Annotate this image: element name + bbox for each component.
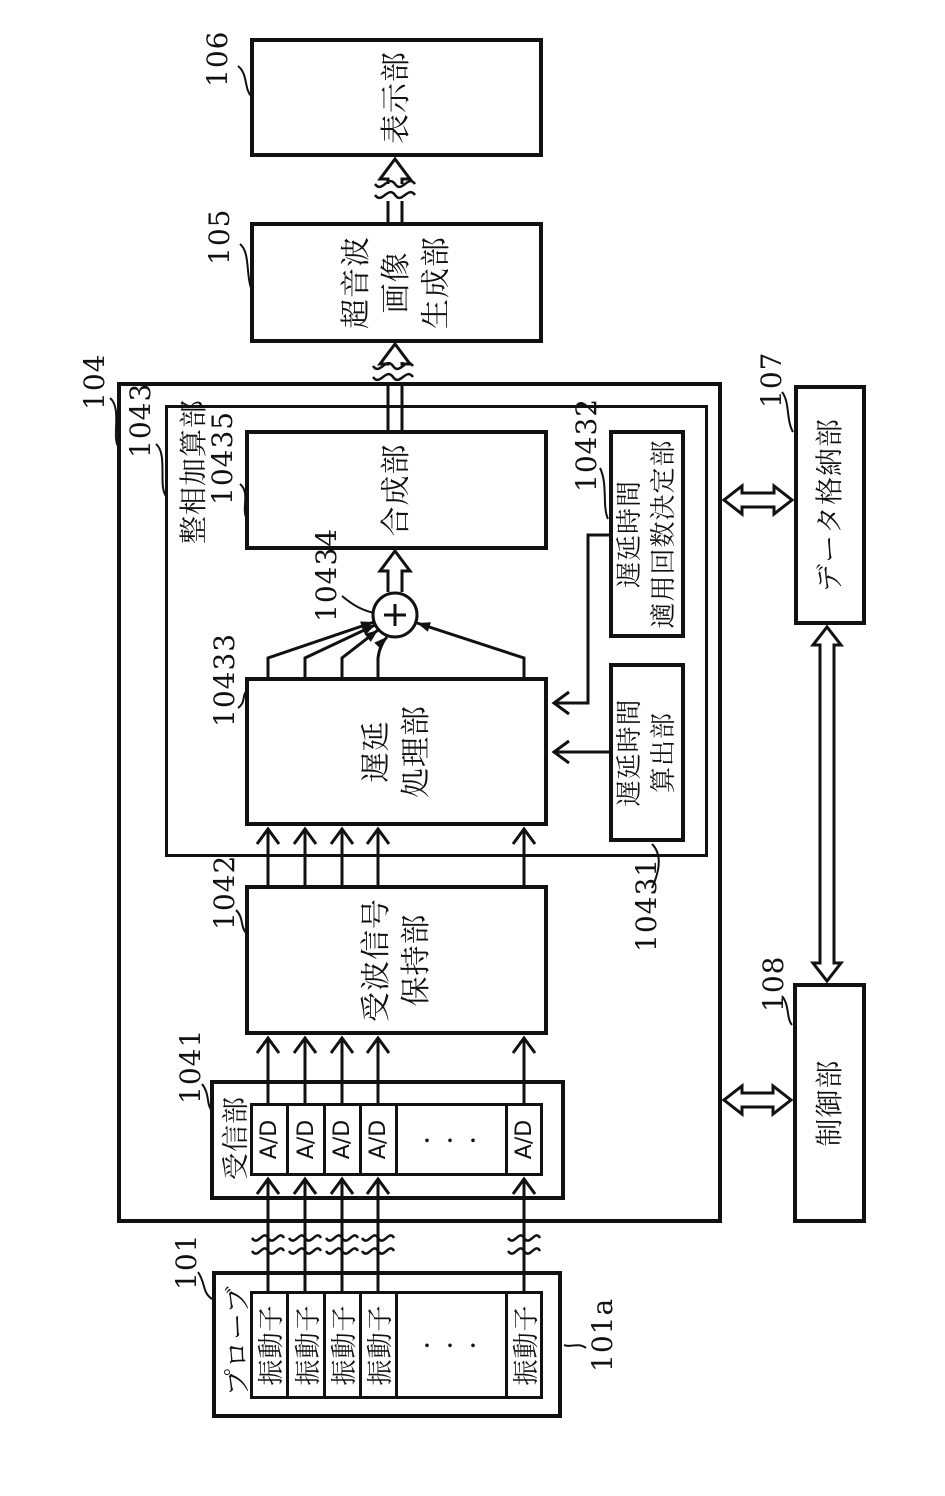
signal-hold-box-1042 <box>245 885 548 1035</box>
transducer-cell <box>289 1294 326 1396</box>
ad-label: A/D <box>330 1119 355 1160</box>
signal-hold-line1: 受波信号 <box>358 898 394 1022</box>
display-label: 表示部 <box>378 51 414 144</box>
transducer-label: 振動子 <box>366 1304 396 1386</box>
ref-105: 105 <box>203 208 236 265</box>
main-to-storage-arrow <box>724 486 792 514</box>
ad-label: A/D <box>293 1119 319 1160</box>
ad-label: A/D <box>366 1119 391 1160</box>
display-box-106 <box>250 38 543 157</box>
image-gen-box-105 <box>250 222 543 343</box>
imagegen-to-display-arrow <box>375 159 415 222</box>
synthesis-label: 合成部 <box>378 443 414 537</box>
probe-title: プローブ <box>223 1285 254 1396</box>
storage-label: データ格納部 <box>813 418 846 593</box>
image-gen-line3: 生成部 <box>418 236 454 329</box>
ref-10433: 10433 <box>208 632 241 727</box>
ref-107: 107 <box>755 351 788 408</box>
ref-10434: 10434 <box>310 527 343 622</box>
ref-1043: 1043 <box>124 382 157 458</box>
ref-101a: 101a <box>586 1297 619 1372</box>
transducer-label: 振動子 <box>293 1304 324 1386</box>
storage-box-107 <box>794 385 866 625</box>
transducer-cell <box>253 1294 289 1396</box>
ad-cell <box>289 1106 326 1173</box>
image-gen-line1: 超音波 <box>338 236 374 329</box>
control-label: 制御部 <box>812 1059 846 1147</box>
ad-cell <box>508 1106 540 1173</box>
transducer-label: 振動子 <box>330 1304 360 1386</box>
main-to-control-arrow <box>724 1086 791 1114</box>
transducer-cell <box>508 1294 540 1396</box>
ellipsis: ・・・ <box>417 1334 486 1359</box>
delay-proc-line1: 遅延 <box>358 720 394 783</box>
ad-cell <box>253 1106 289 1173</box>
ad-label: A/D <box>511 1119 537 1160</box>
phasing-title: 整相加算部 <box>177 398 210 544</box>
delay-count-box-10432 <box>609 430 685 638</box>
ad-converter-column <box>250 1103 543 1176</box>
ad-cell <box>362 1106 398 1173</box>
control-box-108 <box>793 983 866 1223</box>
ellipsis: ・・・ <box>417 1129 486 1153</box>
transducer-label: 振動子 <box>257 1304 287 1386</box>
ref-10435: 10435 <box>206 410 239 505</box>
control-to-storage-arrow <box>813 627 841 981</box>
ref-104: 104 <box>78 353 111 410</box>
delay-calc-line1: 遅延時間 <box>615 698 645 807</box>
ad-label: A/D <box>257 1119 282 1160</box>
cable-break-tildes <box>252 1235 540 1253</box>
ref-1042: 1042 <box>208 854 241 930</box>
ref-10431: 10431 <box>630 857 663 952</box>
ref-10432: 10432 <box>570 397 603 492</box>
transducer-cell <box>326 1294 362 1396</box>
ref-108: 108 <box>757 955 790 1012</box>
delay-calc-line2: 算出部 <box>649 712 679 794</box>
transducer-ellipsis-cell <box>398 1294 508 1396</box>
ad-cell <box>326 1106 362 1173</box>
synthesis-box-10435 <box>245 430 548 550</box>
delay-proc-line2: 処理部 <box>398 705 434 798</box>
transducer-array <box>250 1291 543 1399</box>
receiver-title: 受信部 <box>221 1096 252 1180</box>
ref-1041: 1041 <box>174 1028 207 1104</box>
ad-ellipsis-cell <box>398 1106 508 1173</box>
delay-processing-box-10433 <box>245 677 548 826</box>
image-gen-line2: 画像 <box>378 251 414 314</box>
ref-101: 101 <box>170 1233 203 1290</box>
delay-calc-box-10431 <box>609 663 685 842</box>
transducer-cell <box>362 1294 398 1396</box>
signal-hold-line2: 保持部 <box>398 913 434 1007</box>
delay-count-line2: 適用回数決定部 <box>649 439 679 629</box>
transducer-label: 振動子 <box>511 1304 542 1386</box>
ref-106: 106 <box>201 30 234 87</box>
delay-count-line1: 遅延時間 <box>615 480 645 589</box>
